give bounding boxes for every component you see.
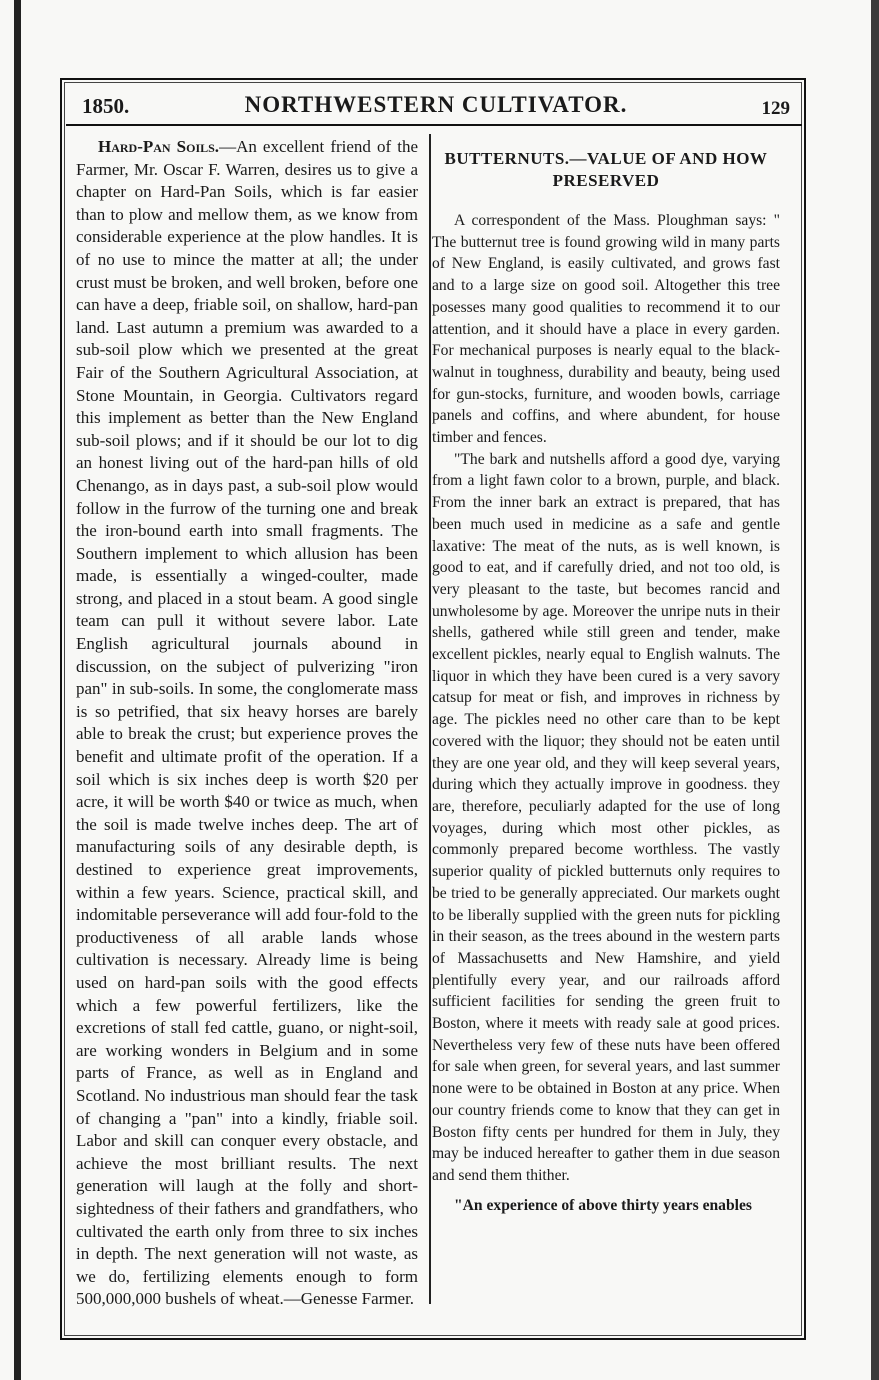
journal-title: NORTHWESTERN CULTIVATOR. (244, 92, 628, 117)
article-paragraph: "The bark and nutshells afford a good dye, varying from a light fawn color to a brown, purple, and black. From the inner bark an extract is prepared, that has been much used in medicine as a safe and gentle laxative: The meat of the nuts, as is well known, is good to eat, and if carefully dried, and not too old, is very pleasant to the taste, but becomes rancid and unwholesome by age. Moreover the unripe nuts in their shells, gathered while still green and tender, make excellent pickles, nearly equal to English walnuts. The liquor in which they have been cured is a very savory catsup for meat or fish, and improves in richness by age. The pickles need no other care than to be kept covered with the liquor; they should not be eaten until they are one year old, and they will keep several years, during which they actually improve in goodness. they are, therefore, peculiarly adapted for the use of long voyages, during which most other pickles, as commonly prepared become worthless. The vastly superior quality of pickled butternuts only requires to be tried to be generally appreciated. Our markets ought to be liberally supplied with the green nuts for pickling in their season, as the trees abound in the western parts of Massachusetts and New Hamshire, and yield plentifully every year, and our railroads afford sufficient facilities for sending the green fruit to Boston, where it meets with ready sale at good prices. Nevertheless very few of these nuts have been offered for sale when green, for several years, and last summer none were to be obtained in Boston at any price. When our country friends come to know that they can get in Boston fifty cents per hundred for them in July, they may be induced hereafter to gather them in due season and send them thither. (432, 450, 780, 1184)
butternuts-article-title: BUTTERNUTS.—VALUE OF AND HOW PRESERVED (444, 149, 768, 190)
header-year: 1850. (82, 94, 130, 118)
article-paragraph: "An experience of above thirty years enables (454, 1196, 752, 1214)
article-paragraph: A correspondent of the Mass. Ploughman says: " The butternut tree is found growing wild in many parts of New England, is easily cultivated, and grows fast and to a large size on good soil. Altogether this tree posesses many good qualities to recommend it to our attention, and it should have a place in every garden. For mechanical purposes is nearly equal to the black-walnut in toughness, durability and beauty, being used for gun-stocks, furniture, and wooden bowls, carriage panels and coffins, and where abundent, for house timber and fences. (432, 212, 780, 447)
article-lead: Hard-Pan Soils. (98, 137, 220, 156)
hard-pan-article (76, 136, 418, 1311)
left-column (76, 136, 418, 1311)
header-rule (66, 124, 802, 126)
column-rule (429, 134, 431, 1304)
running-header (82, 92, 790, 124)
page-edge (871, 0, 879, 1380)
binding-edge (14, 0, 21, 1380)
page-number: 129 (761, 98, 790, 119)
right-column (432, 148, 780, 1216)
article-body: —An excellent friend of the Farmer, Mr. Oscar F. Warren, desires us to give a chapter on Hard-Pan Soils, which is far easier than to plow and mellow them, as we know from considerable experience at the plow handles. It is of no use to mince the matter at all; the under crust must be broken, and well broken, before one can have a deep, friable soil, on shallow, hard-pan land. Last autumn a premium was awarded to a sub-soil plow which we presented at the great Fair of the Southern Agricultural Association, at Stone Mountain, in Georgia. Cultivators regard this implement as better than the New England sub-soil plows; and if it should be our lot to dig an honest living out of the hard-pan hills of old Chenango, as in days past, a sub-soil plow would follow in the furrow of the turning one and break the iron-bound earth into small fragments. The Southern implement to which allusion has been made, is essentially a winged-coulter, made strong, and placed in a stout beam. A good single team can pull it without severe labor. Late English agricultural journals abound in discussion, on the subject of pulverizing "iron pan" in sub-soils. In some, the conglomerate mass is so petrified, that six heavy horses are barely able to break the crust; but experience proves the benefit and ultimate profit of the operation. If a soil which is six inches deep is worth $20 per acre, it will be worth $40 or twice as much, when the soil is made twelve inches deep. The art of manufacturing soils of any desirable depth, is destined to experience great improvements, within a few years. Science, practical skill, and indomitable perseverance will add four-fold to the productiveness of all arable lands whose cultivation is necessary. Already lime is being used on hard-pan soils with the good effects which a few powerful fertilizers, like the excretions of stall fed cattle, guano, or night-soil, are working wonders in Belgium and in some parts of France, as well as in England and Scotland. No industrious man should fear the task of changing a "pan" into a kindly, friable soil. Labor and skill can conquer every obstacle, and achieve the most brilliant results. The next generation will laugh at the folly and short-sightedness of their fathers and grandfathers, who cultivated the earth only from three to six inches in depth. The next generation will not waste, as we do, fertilizing elements enough to form 500,000,000 bushels of wheat.—Genesse Farmer. (76, 137, 418, 1309)
